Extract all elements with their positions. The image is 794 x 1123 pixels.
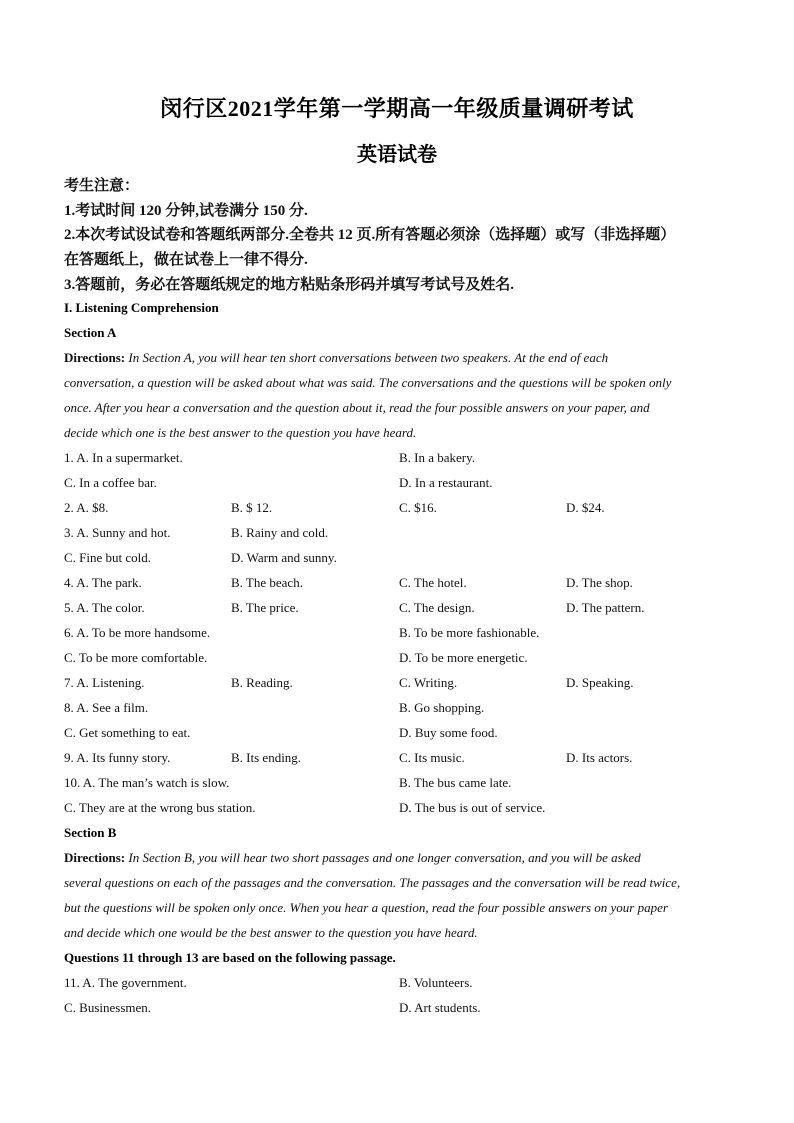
q4-option-b: B. The beach. bbox=[231, 575, 303, 590]
q8-option-b: B. Go shopping. bbox=[399, 700, 485, 715]
section-a-directions-line-2: conversation, a question will be asked about what was said. The conversations and the questions will be spoken only bbox=[64, 375, 672, 390]
q3-option-d: D. Warm and sunny. bbox=[231, 550, 337, 565]
q1-option-b: B. In a bakery. bbox=[399, 450, 476, 465]
q2-option-d: D. $24. bbox=[566, 500, 605, 515]
q9-option-a: 9. A. Its funny story. bbox=[64, 750, 171, 765]
directions-label: Directions: bbox=[64, 850, 126, 865]
q11-option-d: D. Art students. bbox=[399, 1000, 481, 1015]
q10-option-a: 10. A. The man’s watch is slow. bbox=[64, 775, 230, 790]
section-b-directions-line-4: and decide which one would be the best answer to the question you have heard. bbox=[64, 925, 478, 940]
q5-option-d: D. The pattern. bbox=[566, 600, 645, 615]
exam-subtitle: 英语试卷 bbox=[357, 144, 437, 166]
q10-option-d: D. The bus is out of service. bbox=[399, 800, 546, 815]
q11-option-c: C. Businessmen. bbox=[64, 1000, 152, 1015]
q7-option-d: D. Speaking. bbox=[566, 675, 634, 690]
q1-option-d: D. In a restaurant. bbox=[399, 475, 493, 490]
section-b-directions-line-2: several questions on each of the passages and the conversation. The passages and the conversation will be read twice, bbox=[64, 875, 681, 890]
exam-title: 闵行区2021学年第一学期高一年级质量调研考试 bbox=[160, 96, 634, 121]
notice-item-1: 1.考试时间 120 分钟,试卷满分 150 分. bbox=[64, 203, 308, 219]
q7-option-c: C. Writing. bbox=[399, 675, 458, 690]
section-b-heading: Section B bbox=[64, 825, 117, 840]
section-a-directions-line-3: once. After you hear a conversation and the question about it, read the four possible answers on your paper, and bbox=[64, 400, 650, 415]
q8-option-a: 8. A. See a film. bbox=[64, 700, 149, 715]
section-a-directions-line-4: decide which one is the best answer to the question you have heard. bbox=[64, 425, 417, 440]
section-a-directions-line-1: Directions: In Section A, you will hear ten short conversations between two speakers. At the end of each bbox=[64, 350, 609, 365]
q10-option-c: C. They are at the wrong bus station. bbox=[64, 800, 256, 815]
passage-intro: Questions 11 through 13 are based on the following passage. bbox=[64, 950, 396, 965]
q8-option-d: D. Buy some food. bbox=[399, 725, 498, 740]
q1-option-c: C. In a coffee bar. bbox=[64, 475, 157, 490]
q5-option-c: C. The design. bbox=[399, 600, 475, 615]
q3-option-a: 3. A. Sunny and hot. bbox=[64, 525, 171, 540]
section-b-directions-line-1: Directions: In Section B, you will hear two short passages and one longer conversation, and you will be asked bbox=[64, 850, 641, 865]
q2-option-c: C. $16. bbox=[399, 500, 437, 515]
notice-item-3: 3.答题前，务必在答题纸规定的地方粘贴条形码并填写考试号及姓名. bbox=[64, 277, 515, 293]
q7-option-b: B. Reading. bbox=[231, 675, 293, 690]
q6-option-c: C. To be more comfortable. bbox=[64, 650, 208, 665]
notice-heading: 考生注意： bbox=[64, 178, 140, 194]
q7-option-a: 7. A. Listening. bbox=[64, 675, 145, 690]
notice-item-2a: 2.本次考试设试卷和答题纸两部分.全卷共 12 页.所有答题必须涂（选择题）或写（非选择题） bbox=[64, 227, 676, 243]
q4-option-a: 4. A. The park. bbox=[64, 575, 142, 590]
q11-option-b: B. Volunteers. bbox=[399, 975, 473, 990]
q5-option-b: B. The price. bbox=[231, 600, 299, 615]
part-heading: I. Listening Comprehension bbox=[64, 300, 219, 315]
q1-option-a: 1. A. In a supermarket. bbox=[64, 450, 183, 465]
q10-option-b: B. The bus came late. bbox=[399, 775, 512, 790]
q3-option-b: B. Rainy and cold. bbox=[231, 525, 329, 540]
q11-option-a: 11. A. The government. bbox=[64, 975, 187, 990]
section-a-heading: Section A bbox=[64, 325, 117, 340]
q9-option-d: D. Its actors. bbox=[566, 750, 633, 765]
q6-option-d: D. To be more energetic. bbox=[399, 650, 528, 665]
q9-option-c: C. Its music. bbox=[399, 750, 465, 765]
q2-option-a: 2. A. $8. bbox=[64, 500, 109, 515]
q9-option-b: B. Its ending. bbox=[231, 750, 302, 765]
q5-option-a: 5. A. The color. bbox=[64, 600, 145, 615]
q8-option-c: C. Get something to eat. bbox=[64, 725, 191, 740]
notice-item-2b: 在答题纸上，做在试卷上一律不得分. bbox=[64, 252, 308, 268]
directions-label: Directions: bbox=[64, 350, 126, 365]
q6-option-b: B. To be more fashionable. bbox=[399, 625, 540, 640]
section-b-directions-line-3: but the questions will be spoken only once. When you hear a question, read the four possible answers on your paper bbox=[64, 900, 668, 915]
q4-option-c: C. The hotel. bbox=[399, 575, 467, 590]
q2-option-b: B. $ 12. bbox=[231, 500, 273, 515]
q4-option-d: D. The shop. bbox=[566, 575, 633, 590]
q3-option-c: C. Fine but cold. bbox=[64, 550, 152, 565]
q6-option-a: 6. A. To be more handsome. bbox=[64, 625, 211, 640]
